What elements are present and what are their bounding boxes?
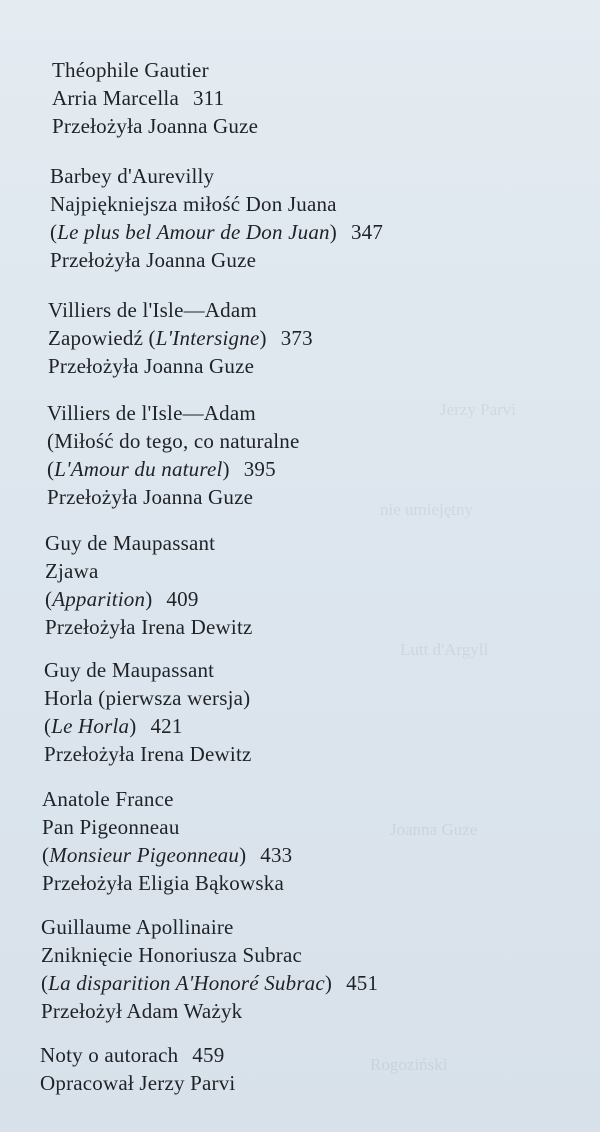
entry-page-number: 433 [260, 843, 293, 867]
entry-title: Noty o autorach [40, 1043, 179, 1067]
entry-page-number: 459 [192, 1043, 225, 1067]
entry-title: Arria Marcella [52, 86, 179, 110]
entry-title-line [40, 1041, 235, 1069]
toc-entry [44, 656, 252, 768]
entry-page-number: 451 [346, 971, 379, 995]
toc-entry [52, 56, 258, 140]
entry-page-number: 421 [150, 714, 183, 738]
entry-author: Guillaume Apollinaire [41, 915, 234, 939]
entry-title: Horla (pierwsza wersja) [44, 686, 251, 710]
entry-title-line [52, 84, 258, 112]
toc-entry [48, 296, 313, 380]
toc-entry [41, 913, 378, 1025]
toc-entry [50, 162, 383, 274]
entry-translator: Przełożyła Irena Dewitz [45, 615, 253, 639]
entry-author: Villiers de l'Isle—Adam [48, 298, 257, 322]
entry-translator: Przełożyła Joanna Guze [52, 114, 259, 138]
entry-original-title: L'Intersigne [155, 326, 260, 350]
entry-author: Villiers de l'Isle—Adam [47, 401, 256, 425]
entry-original-line: (Le Horla) 421 [44, 714, 183, 738]
entry-title-line: Zapowiedź (L'Intersigne) 373 [48, 326, 313, 350]
entry-title: (Miłość do tego, co naturalne [47, 429, 300, 453]
entry-original-title: Monsieur Pigeonneau [49, 843, 240, 867]
entry-page-number: 347 [350, 220, 384, 244]
entry-page-number: 373 [280, 326, 313, 350]
entry-title: Zjawa [45, 559, 99, 583]
entry-original-title: L'Amour du naturel [54, 457, 223, 481]
show-through-text: Lutt d'Argyll [400, 640, 489, 659]
entry-translator: Przełożyła Eligia Bąkowska [42, 871, 284, 895]
entry-title: Zapowiedź [48, 326, 144, 350]
entry-original-title: La disparition A'Honoré Subrac [48, 971, 325, 995]
show-through-text: nie umiejętny [380, 500, 474, 519]
entry-original-title: Le plus bel Amour de Don Juan [57, 220, 330, 244]
entry-original-line: (Monsieur Pigeonneau) 433 [42, 843, 293, 867]
entry-author: Théophile Gautier [52, 58, 209, 82]
toc-entry [40, 1041, 235, 1097]
show-through-text: Rogoziński [370, 1055, 448, 1074]
entry-author: Guy de Maupassant [44, 658, 215, 682]
entry-translator: Przełożyła Joanna Guze [48, 354, 255, 378]
entry-translator: Przełożyła Irena Dewitz [44, 742, 252, 766]
entry-translator: Przełożyła Joanna Guze [47, 485, 254, 509]
entry-original-line: (Apparition) 409 [45, 587, 199, 611]
show-through-text: Joanna Guze [390, 820, 478, 839]
entry-author: Guy de Maupassant [45, 531, 216, 555]
toc-entry [47, 399, 299, 511]
show-through-text: Jerzy Parvi [440, 400, 517, 419]
entry-original-line: (La disparition A'Honoré Subrac) 451 [41, 971, 379, 995]
entry-original-title: Apparition [52, 587, 146, 611]
entry-page-number: 311 [192, 86, 225, 110]
entry-title: Pan Pigeonneau [42, 815, 180, 839]
toc-entry [42, 785, 292, 897]
entry-translator: Opracował Jerzy Parvi [40, 1071, 236, 1095]
entry-translator: Przełożyła Joanna Guze [50, 248, 257, 272]
entry-page-number: 395 [243, 457, 276, 481]
entry-original-title: Le Horla [51, 714, 130, 738]
entry-original-line: (L'Amour du naturel) 395 [47, 457, 276, 481]
entry-title: Zniknięcie Honoriusza Subrac [41, 943, 303, 967]
entry-title: Najpiękniejsza miłość Don Juana [50, 192, 337, 216]
entry-translator: Przełożył Adam Ważyk [41, 999, 243, 1023]
entry-author: Barbey d'Aurevilly [50, 164, 215, 188]
entry-page-number: 409 [166, 587, 199, 611]
toc-entry [45, 529, 253, 641]
entry-original-line: (Le plus bel Amour de Don Juan) 347 [50, 220, 384, 244]
entry-author: Anatole France [42, 787, 174, 811]
